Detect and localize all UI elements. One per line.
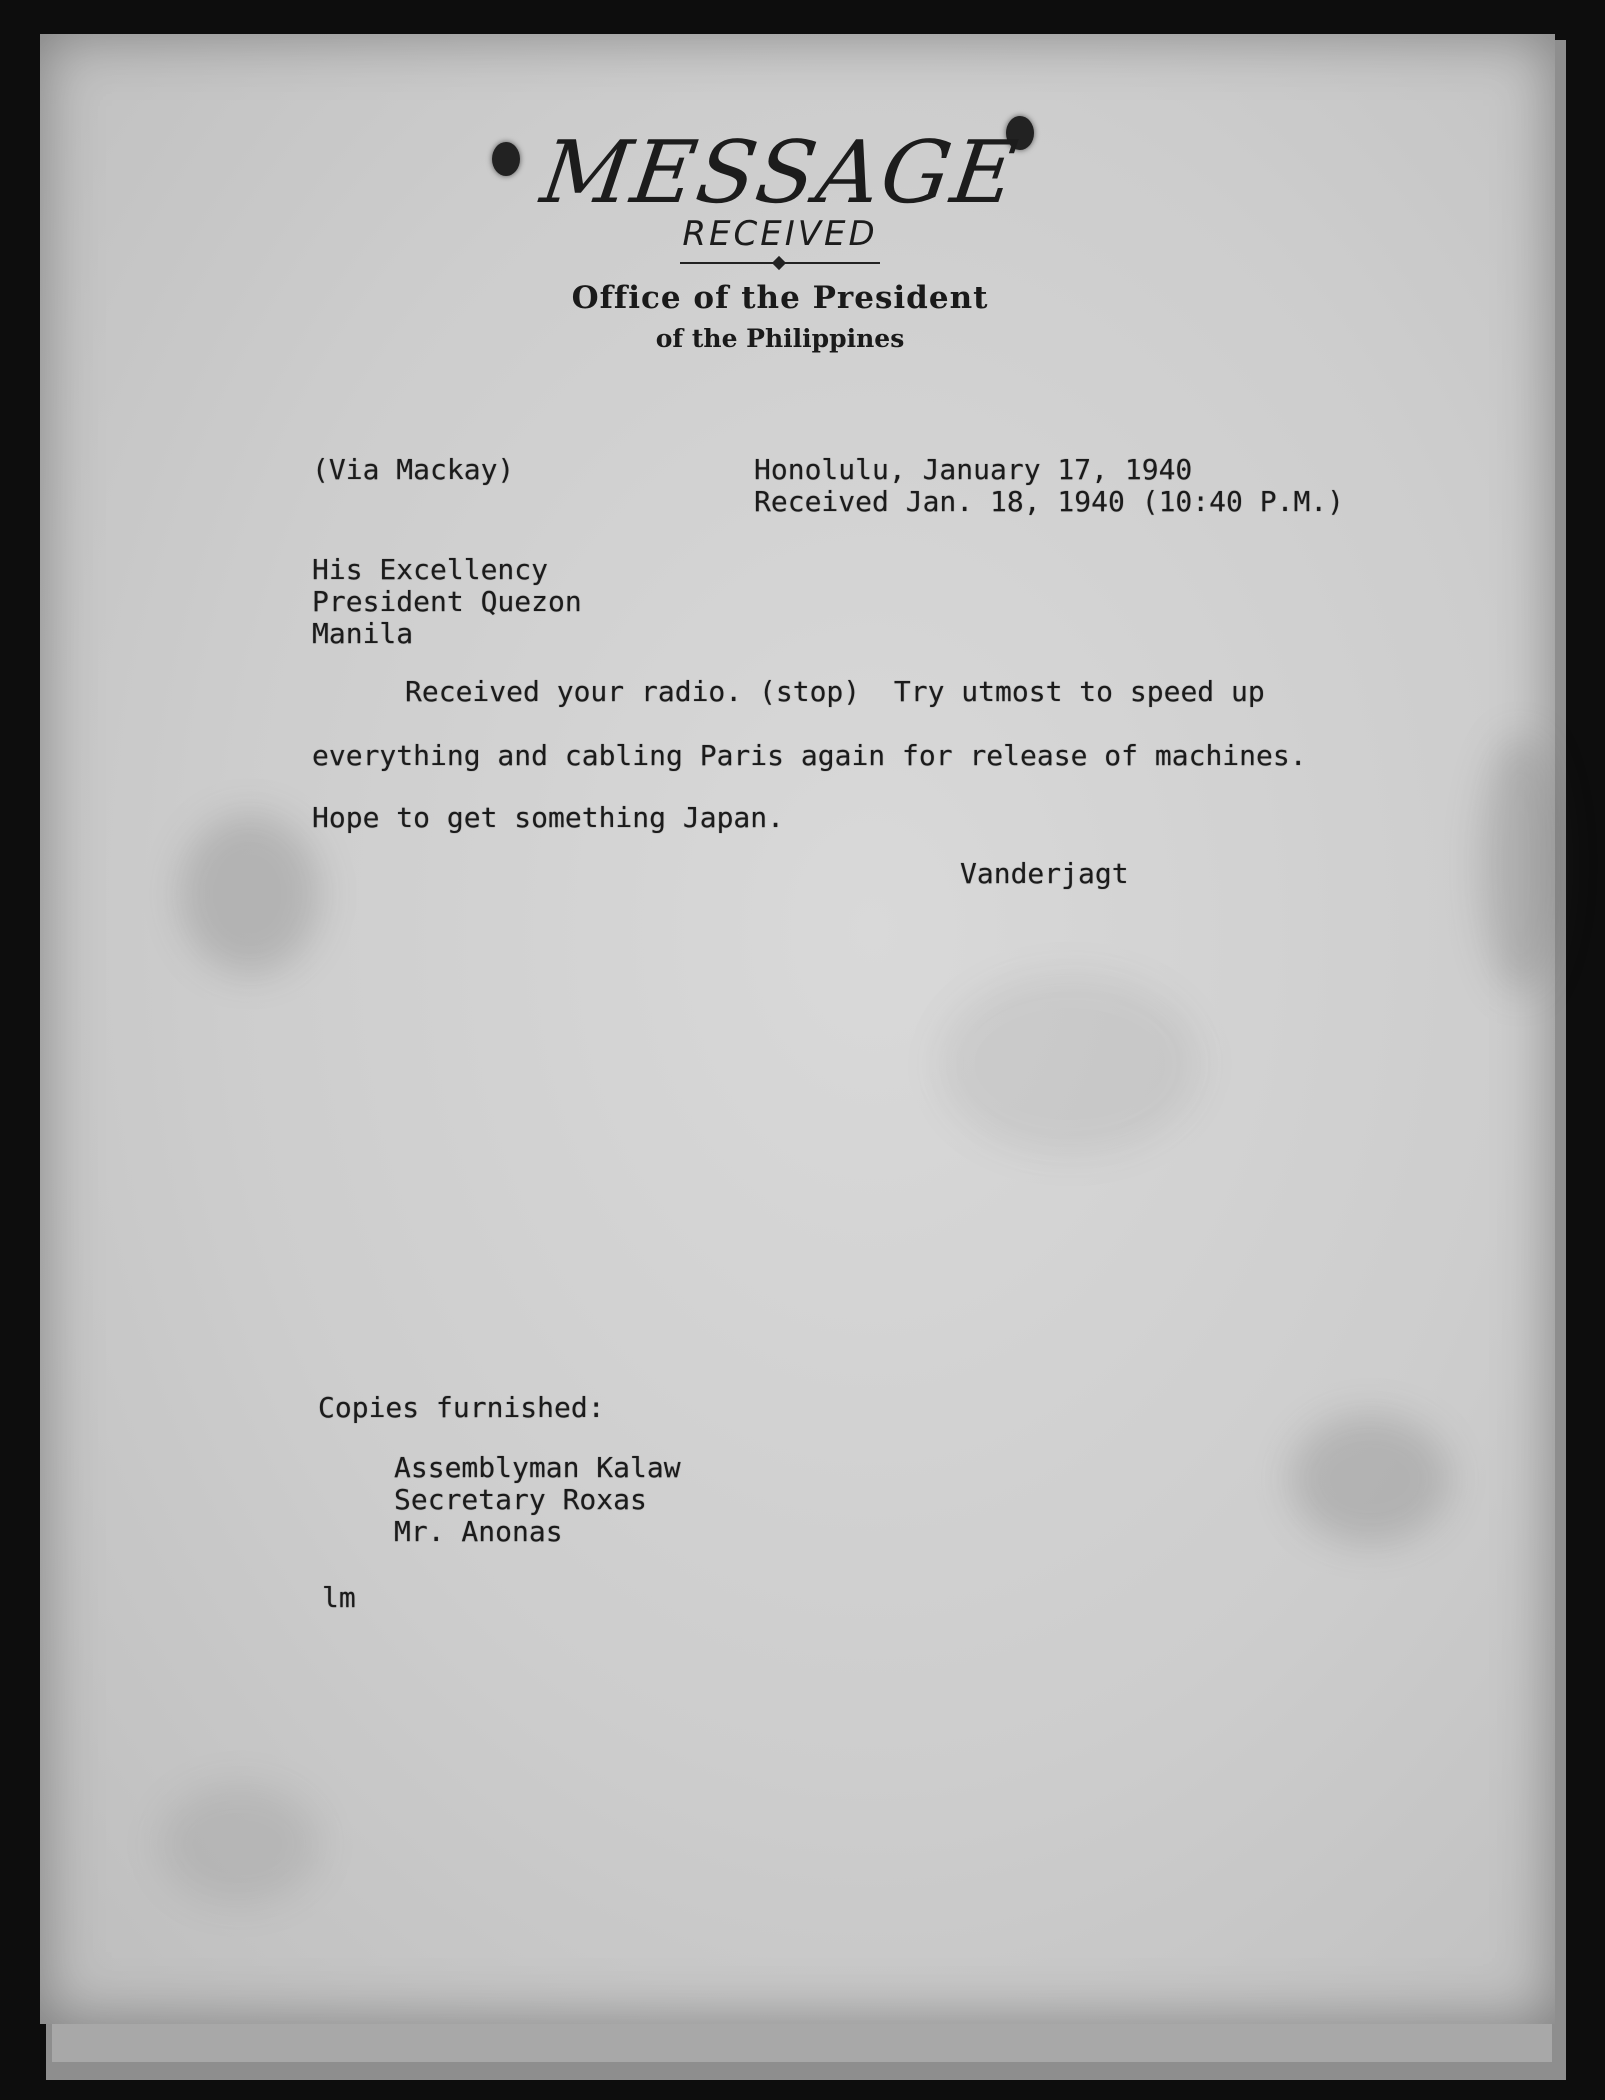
letterhead-subtitle: RECEIVED	[682, 214, 878, 254]
letterhead-title: MESSAGE	[535, 123, 1025, 223]
letterhead-divider	[680, 262, 880, 264]
stain-mark	[940, 974, 1200, 1154]
stain-mark	[180, 814, 320, 974]
signature: Vanderjagt	[960, 857, 1129, 890]
copies-heading: Copies furnished:	[318, 1391, 605, 1424]
body-line1: Received your radio. (stop) Try utmost to speed up	[405, 675, 1265, 708]
copies-recipient: Secretary Roxas	[394, 1483, 647, 1516]
letterhead-office: Office of the President	[571, 280, 989, 316]
typist-initials: lm	[322, 1581, 356, 1614]
addressee-line2: President Quezon	[312, 585, 582, 618]
letterhead	[480, 123, 1080, 353]
copies-recipient: Assemblyman Kalaw	[394, 1451, 681, 1484]
addressee-line1: His Excellency	[312, 553, 549, 586]
received-line: Received Jan. 18, 1940 (10:40 P.M.)	[754, 485, 1345, 518]
via-line: (Via Mackay)	[312, 453, 515, 486]
place-date-line: Honolulu, January 17, 1940	[754, 453, 1193, 486]
body-line3: Hope to get something Japan.	[312, 801, 785, 834]
stain-mark	[1290, 1414, 1450, 1544]
stain-mark	[160, 1784, 320, 1904]
letterhead-country: of the Philippines	[655, 324, 905, 353]
body-line2: everything and cabling Paris again for release of machines.	[312, 739, 1307, 772]
stain-mark	[1480, 734, 1560, 994]
copies-recipient: Mr. Anonas	[394, 1515, 563, 1548]
addressee-line3: Manila	[312, 617, 414, 650]
